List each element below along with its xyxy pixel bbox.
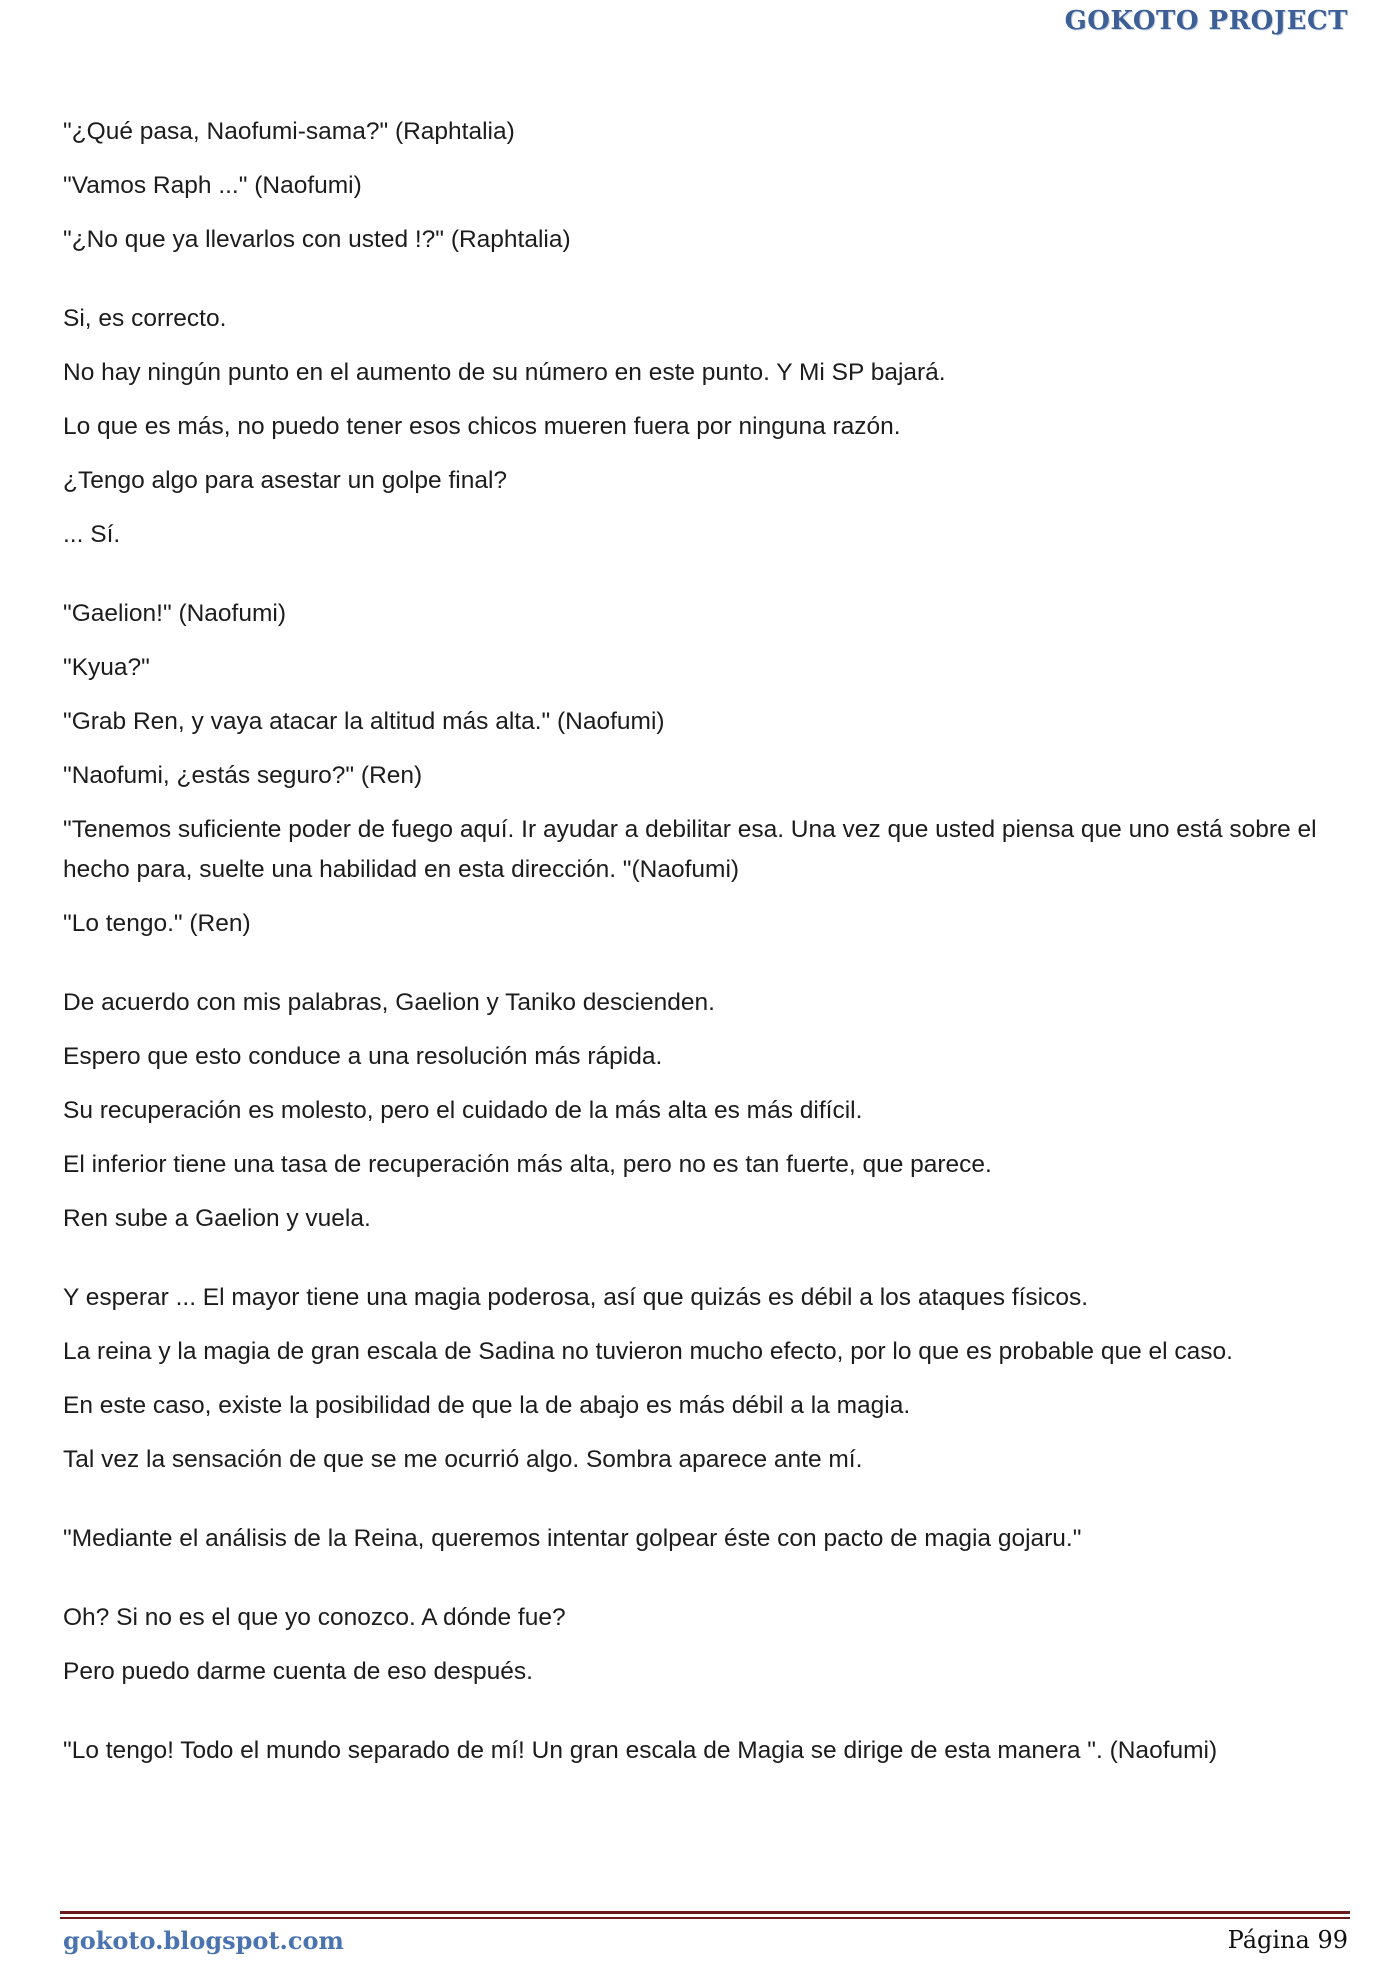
paragraph: Oh? Si no es el que yo conozco. A dónde fue? bbox=[63, 1604, 566, 1631]
footer-site-link[interactable]: gokoto.blogspot.com bbox=[63, 1926, 344, 1955]
paragraph: Pero puedo darme cuenta de eso después. bbox=[63, 1658, 533, 1685]
paragraph: ... Sí. bbox=[63, 521, 121, 548]
document-body bbox=[63, 112, 1348, 1785]
footer-rule-bottom bbox=[60, 1917, 1350, 1919]
paragraph: "¿No que ya llevarlos con usted !?" (Raphtalia) bbox=[63, 226, 571, 253]
paragraph: ¿Tengo algo para asestar un golpe final? bbox=[63, 467, 508, 494]
paragraph: Tal vez la sensación de que se me ocurrió algo. Sombra aparece ante mí. bbox=[63, 1446, 863, 1473]
paragraph: "Lo tengo." (Ren) bbox=[63, 910, 251, 937]
header-brand: GOKOTO PROJECT bbox=[1064, 6, 1348, 36]
paragraph: La reina y la magia de gran escala de Sadina no tuvieron mucho efecto, por lo que es probable que el caso. bbox=[63, 1338, 1233, 1365]
paragraph: Ren sube a Gaelion y vuela. bbox=[63, 1205, 371, 1232]
paragraph: Espero que esto conduce a una resolución más rápida. bbox=[63, 1043, 663, 1070]
paragraph: "Tenemos suficiente poder de fuego aquí. Ir ayudar a debilitar esa. Una vez que usted piensa que uno está sobre el hecho para, suelte una habilidad en esta dirección. "(Naofumi) bbox=[63, 816, 1317, 883]
paragraph: "Vamos Raph ..." (Naofumi) bbox=[63, 172, 362, 199]
paragraph: "Gaelion!" (Naofumi) bbox=[63, 600, 287, 627]
paragraph: "Naofumi, ¿estás seguro?" (Ren) bbox=[63, 762, 423, 789]
footer-page-number: Página 99 bbox=[1227, 1926, 1348, 1954]
paragraph: No hay ningún punto en el aumento de su número en este punto. Y Mi SP bajará. bbox=[63, 359, 946, 386]
paragraph: De acuerdo con mis palabras, Gaelion y Taniko descienden. bbox=[63, 989, 715, 1016]
paragraph: Si, es correcto. bbox=[63, 305, 227, 332]
paragraph: Lo que es más, no puedo tener esos chicos mueren fuera por ninguna razón. bbox=[63, 413, 901, 440]
paragraph: El inferior tiene una tasa de recuperación más alta, pero no es tan fuerte, que parece. bbox=[63, 1151, 992, 1178]
paragraph: "Grab Ren, y vaya atacar la altitud más alta." (Naofumi) bbox=[63, 708, 665, 735]
paragraph: "Lo tengo! Todo el mundo separado de mí! Un gran escala de Magia se dirige de esta manera ". (Naofumi) bbox=[63, 1737, 1218, 1764]
paragraph: En este caso, existe la posibilidad de que la de abajo es más débil a la magia. bbox=[63, 1392, 911, 1419]
footer-rule-top bbox=[60, 1911, 1350, 1914]
paragraph: "Mediante el análisis de la Reina, queremos intentar golpear éste con pacto de magia gojaru." bbox=[63, 1525, 1082, 1552]
paragraph: Su recuperación es molesto, pero el cuidado de la más alta es más difícil. bbox=[63, 1097, 863, 1124]
paragraph: "¿Qué pasa, Naofumi-sama?" (Raphtalia) bbox=[63, 118, 515, 145]
paragraph: "Kyua?" bbox=[63, 654, 150, 681]
paragraph: Y esperar ... El mayor tiene una magia poderosa, así que quizás es débil a los ataques físicos. bbox=[63, 1284, 1089, 1311]
